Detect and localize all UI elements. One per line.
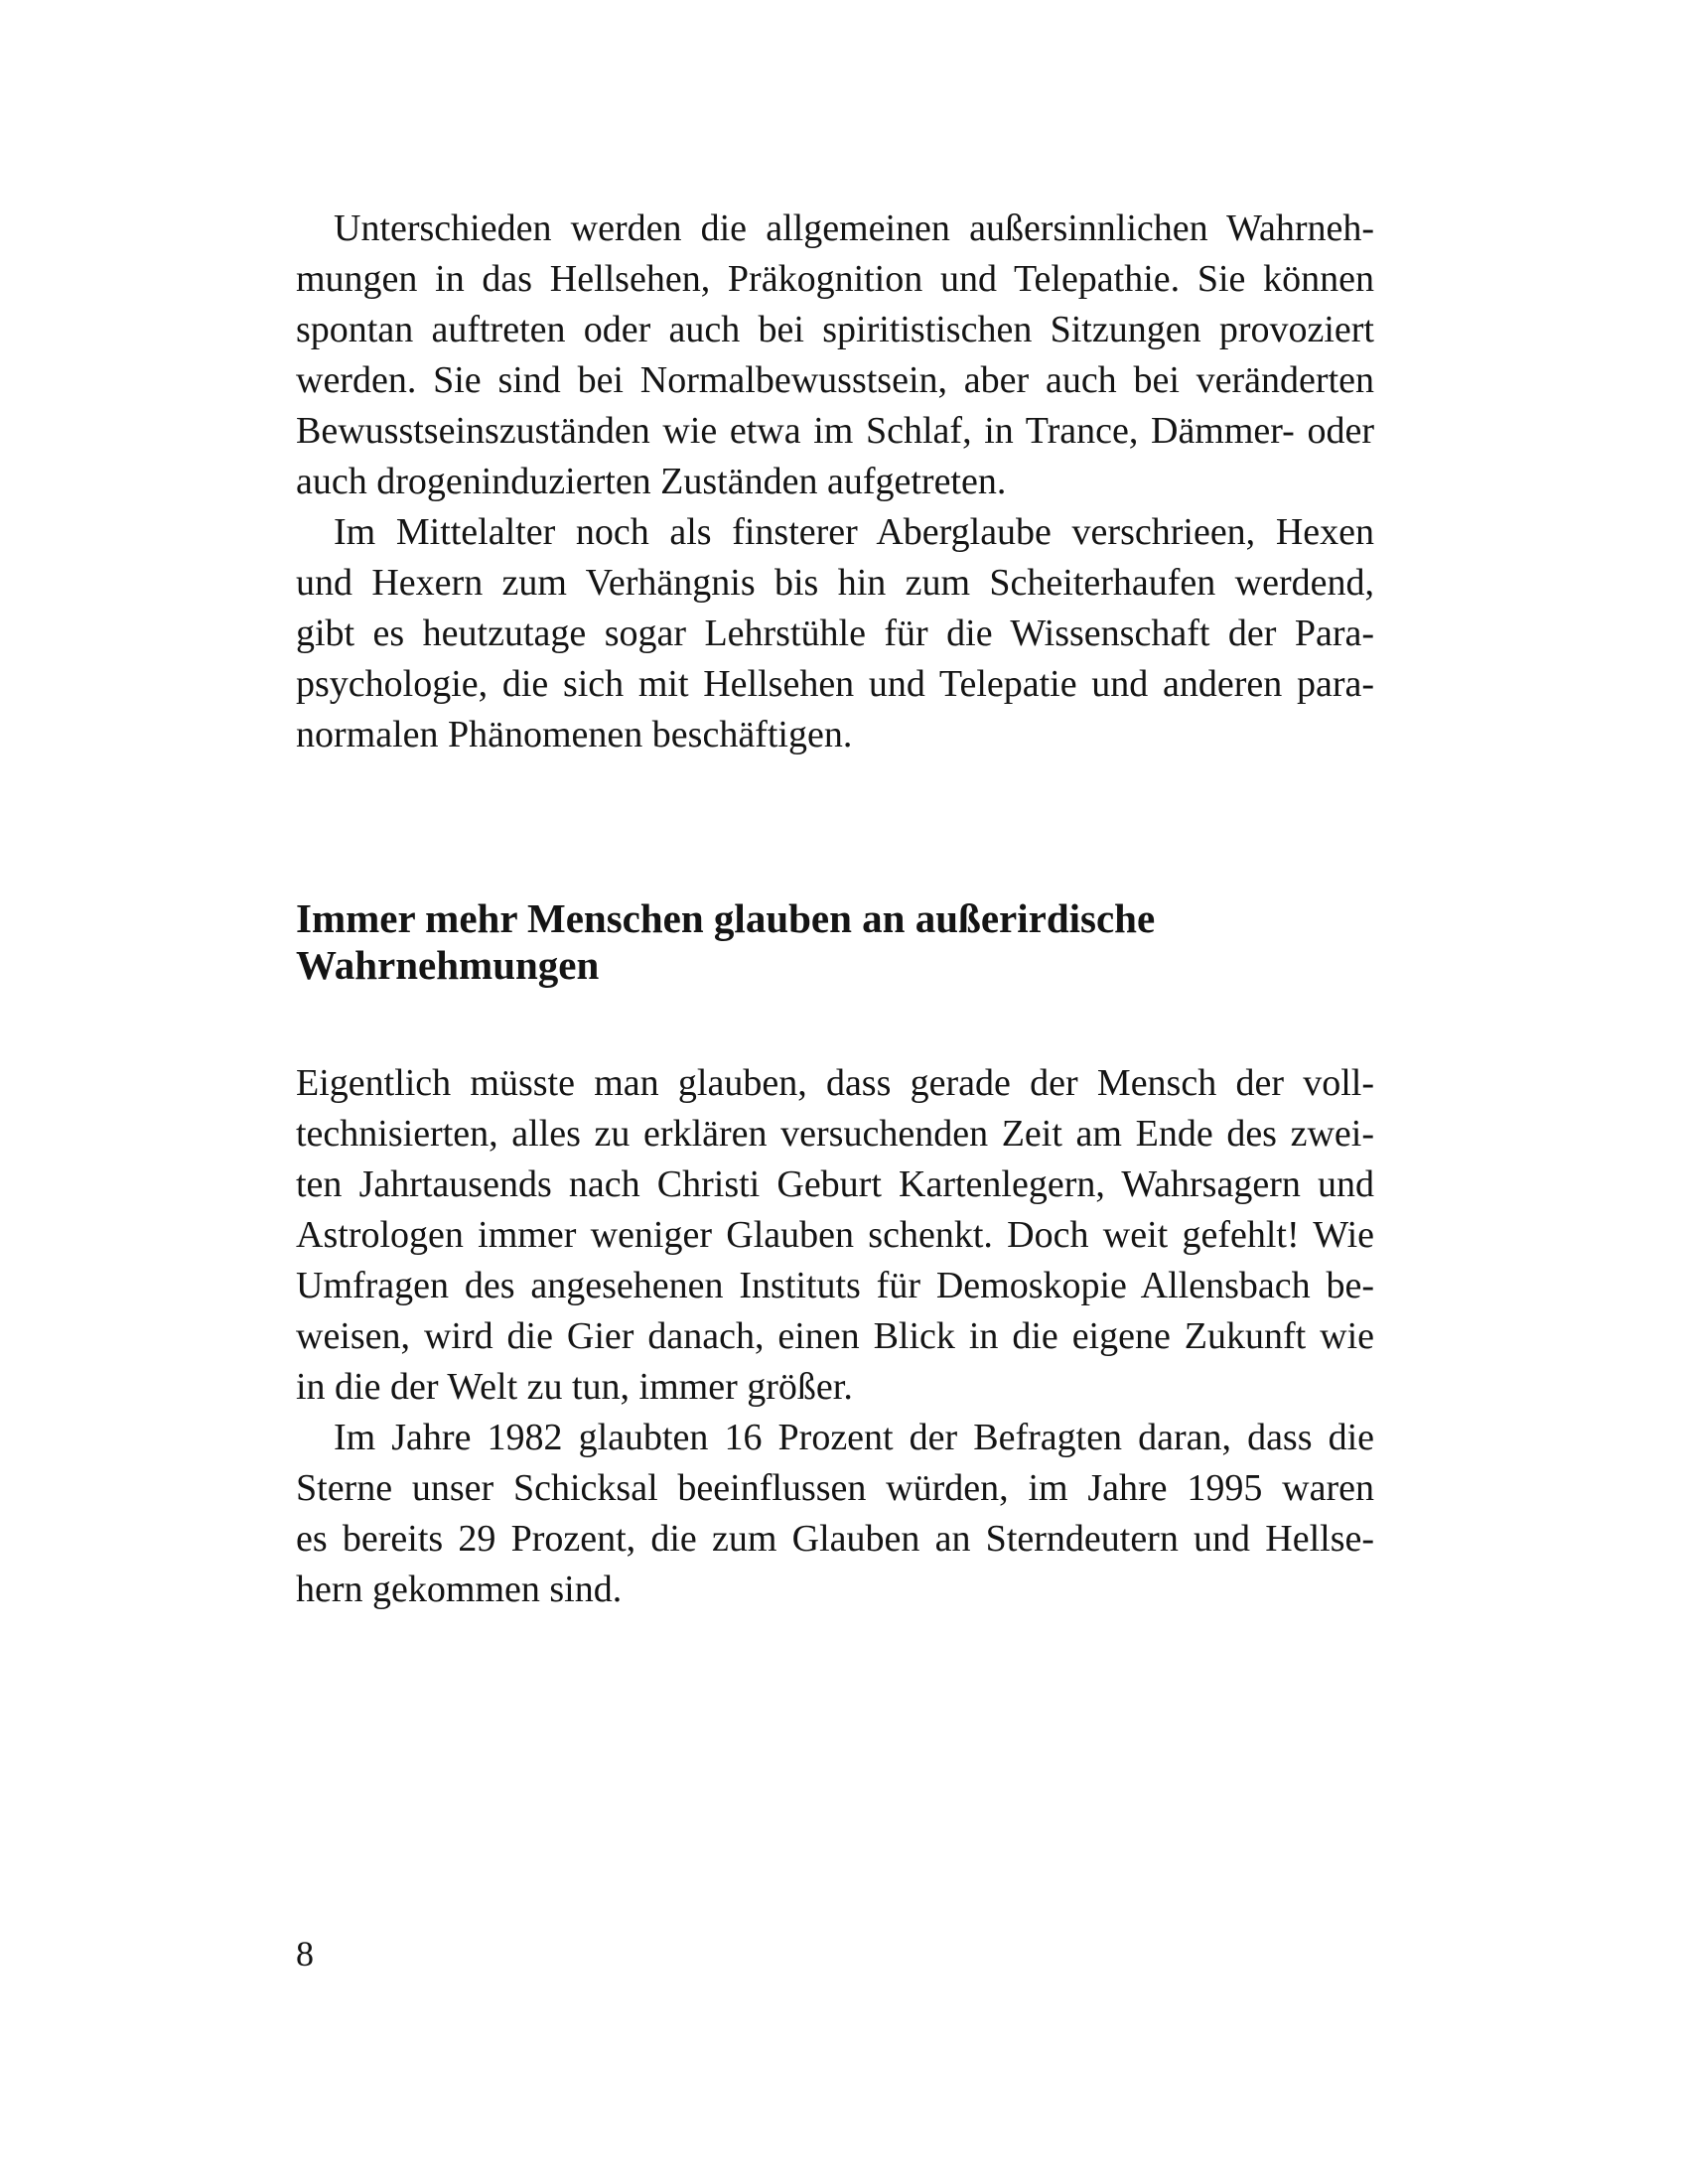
text-line: Im Mittelalter noch als finsterer Aberglaube verschrieen, Hexen bbox=[334, 511, 1374, 553]
text-line: es bereits 29 Prozent, die zum Glauben an Sterndeutern und Hellse- bbox=[296, 1518, 1374, 1560]
text-line: Eigentlich müsste man glauben, dass gerade der Mensch der voll- bbox=[296, 1062, 1374, 1104]
text-line: auch drogeninduzierten Zuständen aufgetreten. bbox=[296, 461, 1007, 502]
text-line: mungen in das Hellsehen, Präkognition und Telepathie. Sie können bbox=[296, 258, 1374, 300]
text-line: Bewusstseinszuständen wie etwa im Schlaf, in Trance, Dämmer- oder bbox=[296, 410, 1374, 452]
paragraph-3 bbox=[296, 1058, 1374, 1413]
text-line: Sterne unser Schicksal beeinflussen würden, im Jahre 1995 waren bbox=[296, 1467, 1374, 1509]
text-line: technisierten, alles zu erklären versuchenden Zeit am Ende des zwei- bbox=[296, 1113, 1374, 1155]
text-line: Umfragen des angesehenen Instituts für Demoskopie Allensbach be- bbox=[296, 1265, 1374, 1306]
text-line: Unterschieden werden die allgemeinen außersinnlichen Wahrneh- bbox=[334, 207, 1374, 249]
section-heading bbox=[296, 895, 1374, 989]
text-line: Astrologen immer weniger Glauben schenkt. Doch weit gefehlt! Wie bbox=[296, 1214, 1374, 1256]
page-number: 8 bbox=[296, 1934, 314, 1974]
text-line: ten Jahrtausends nach Christi Geburt Kartenlegern, Wahrsagern und bbox=[296, 1163, 1374, 1205]
text-line: und Hexern zum Verhängnis bis hin zum Scheiterhaufen werdend, bbox=[296, 562, 1374, 604]
text-line: in die der Welt zu tun, immer größer. bbox=[296, 1366, 853, 1408]
text-line: spontan auftreten oder auch bei spiritistischen Sitzungen provoziert bbox=[296, 309, 1374, 350]
text-line: gibt es heutzutage sogar Lehrstühle für die Wissenschaft der Para- bbox=[296, 613, 1374, 654]
text-line: Im Jahre 1982 glaubten 16 Prozent der Befragten daran, dass die bbox=[334, 1417, 1374, 1458]
text-line: weisen, wird die Gier danach, einen Blick in die eigene Zukunft wie bbox=[296, 1315, 1374, 1357]
paragraph-1 bbox=[296, 204, 1374, 507]
text-line: hern gekommen sind. bbox=[296, 1569, 623, 1610]
text-line: psychologie, die sich mit Hellsehen und Telepatie und anderen para- bbox=[296, 663, 1374, 705]
paragraph-4 bbox=[296, 1413, 1374, 1615]
heading-line: Wahrnehmungen bbox=[296, 942, 600, 988]
text-line: normalen Phänomenen beschäftigen. bbox=[296, 714, 853, 755]
paragraph-2 bbox=[296, 507, 1374, 760]
heading-line: Immer mehr Menschen glauben an außerirdische bbox=[296, 895, 1156, 941]
text-line: werden. Sie sind bei Normalbewusstsein, aber auch bei veränderten bbox=[296, 359, 1374, 401]
